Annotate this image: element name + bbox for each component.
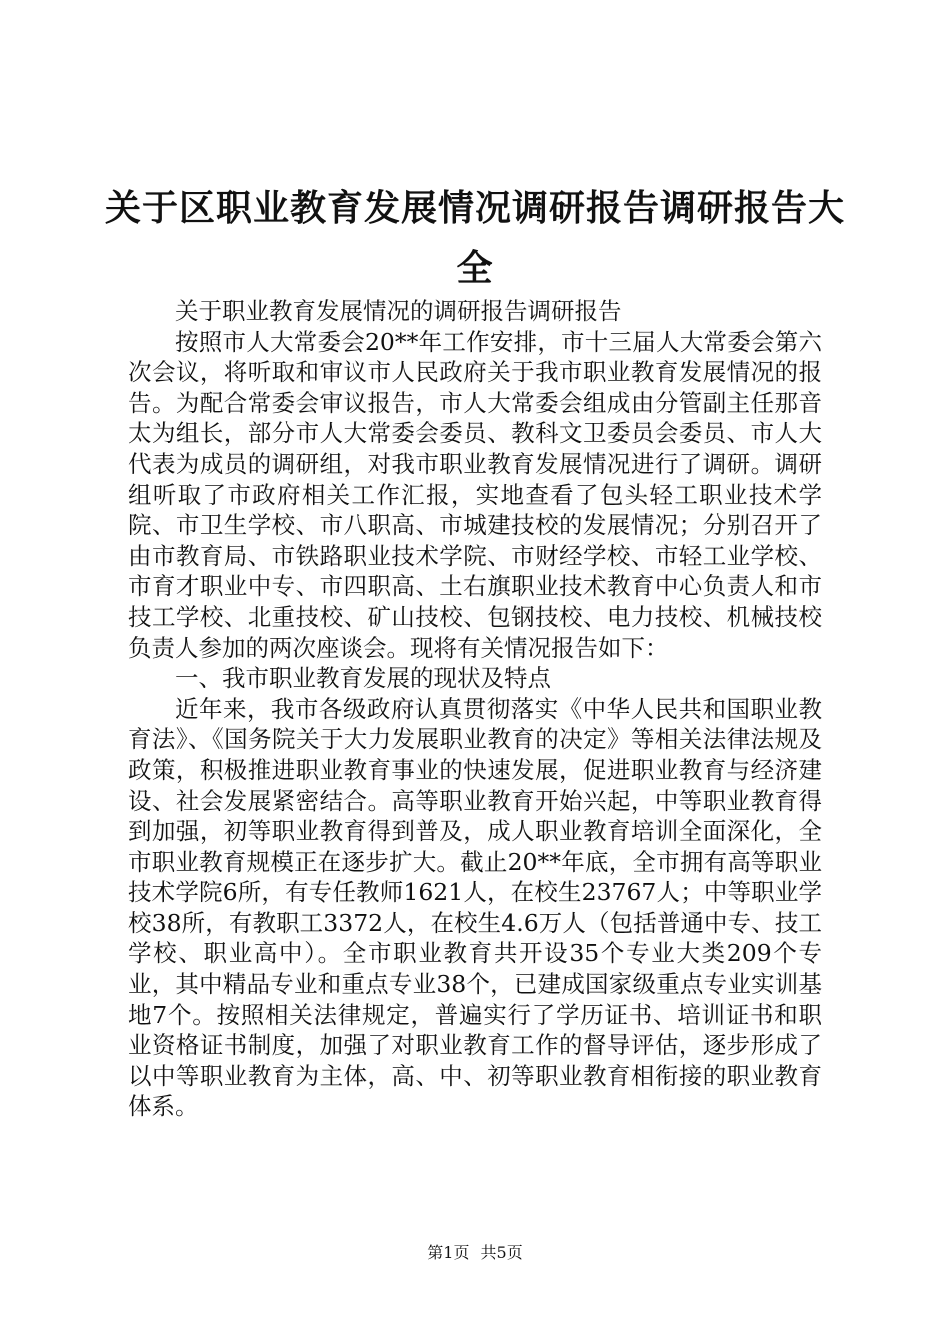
document-title-line-1: 关于区职业教育发展情况调研报告调研报告大 <box>104 187 845 229</box>
body-paragraph-status: 近年来，我市各级政府认真贯彻落实《中华人民共和国职业教育法》、《国务院关于大力发展职业教育的决定》等相关法律法规及政策，积极推进职业教育事业的快速发展，促进职业教育与经济建设、社会发展紧密结合。高等职业教育开始兴起，中等职业教育得到加强，初等职业教育得到普及，成人职业教育培训全面深化，全市职业教育规模正在逐步扩大。截止20**年底，全市拥有高等职业技术学院6所，有专任教师1621人，在校生23767人；中等职业学校38所，有教职工3372人，在校生4.6万人（包括普通中专、技工学校、职业高中）。全市职业教育共开设35个专业大类209个专业，其中精品专业和重点专业38个，已建成国家级重点专业实训基地7个。按照相关法律规定，普遍实行了学历证书、培训证书和职业资格证书制度，加强了对职业教育工作的督导评估，逐步形成了以中等职业教育为主体，高、中、初等职业教育相衔接的职业教育体系。 <box>128 694 822 1121</box>
document-title-line-2: 全 <box>456 247 494 289</box>
section-heading: 一、我市职业教育发展的现状及特点 <box>175 664 551 693</box>
page-footer <box>0 1242 950 1264</box>
document-body <box>128 296 822 1122</box>
page-number: 第1页 <box>427 1243 470 1262</box>
body-paragraph-subtitle: 关于职业教育发展情况的调研报告调研报告 <box>175 297 622 325</box>
page-total: 共5页 <box>480 1243 523 1262</box>
body-paragraph-intro: 按照市人大常委会20**年工作安排，市十三届人大常委会第六次会议，将听取和审议市人民政府关于我市职业教育发展情况的报告。为配合常委会审议报告，市人大常委会组成由分管副主任那音太为组长，部分市人大常委会委员、教科文卫委员会委员、市人大代表为成员的调研组，对我市职业教育发展情况进行了调研。调研组听取了市政府相关工作汇报，实地查看了包头轻工职业技术学院、市卫生学校、市八职高、市城建技校的发展情况；分别召开了由市教育局、市铁路职业技术学院、市财经学校、市轻工业学校、市育才职业中专、市四职高、土右旗职业技术教育中心负责人和市技工学校、北重技校、矿山技校、包钢技校、电力技校、机械技校负责人参加的两次座谈会。现将有关情况报告如下： <box>128 327 822 662</box>
